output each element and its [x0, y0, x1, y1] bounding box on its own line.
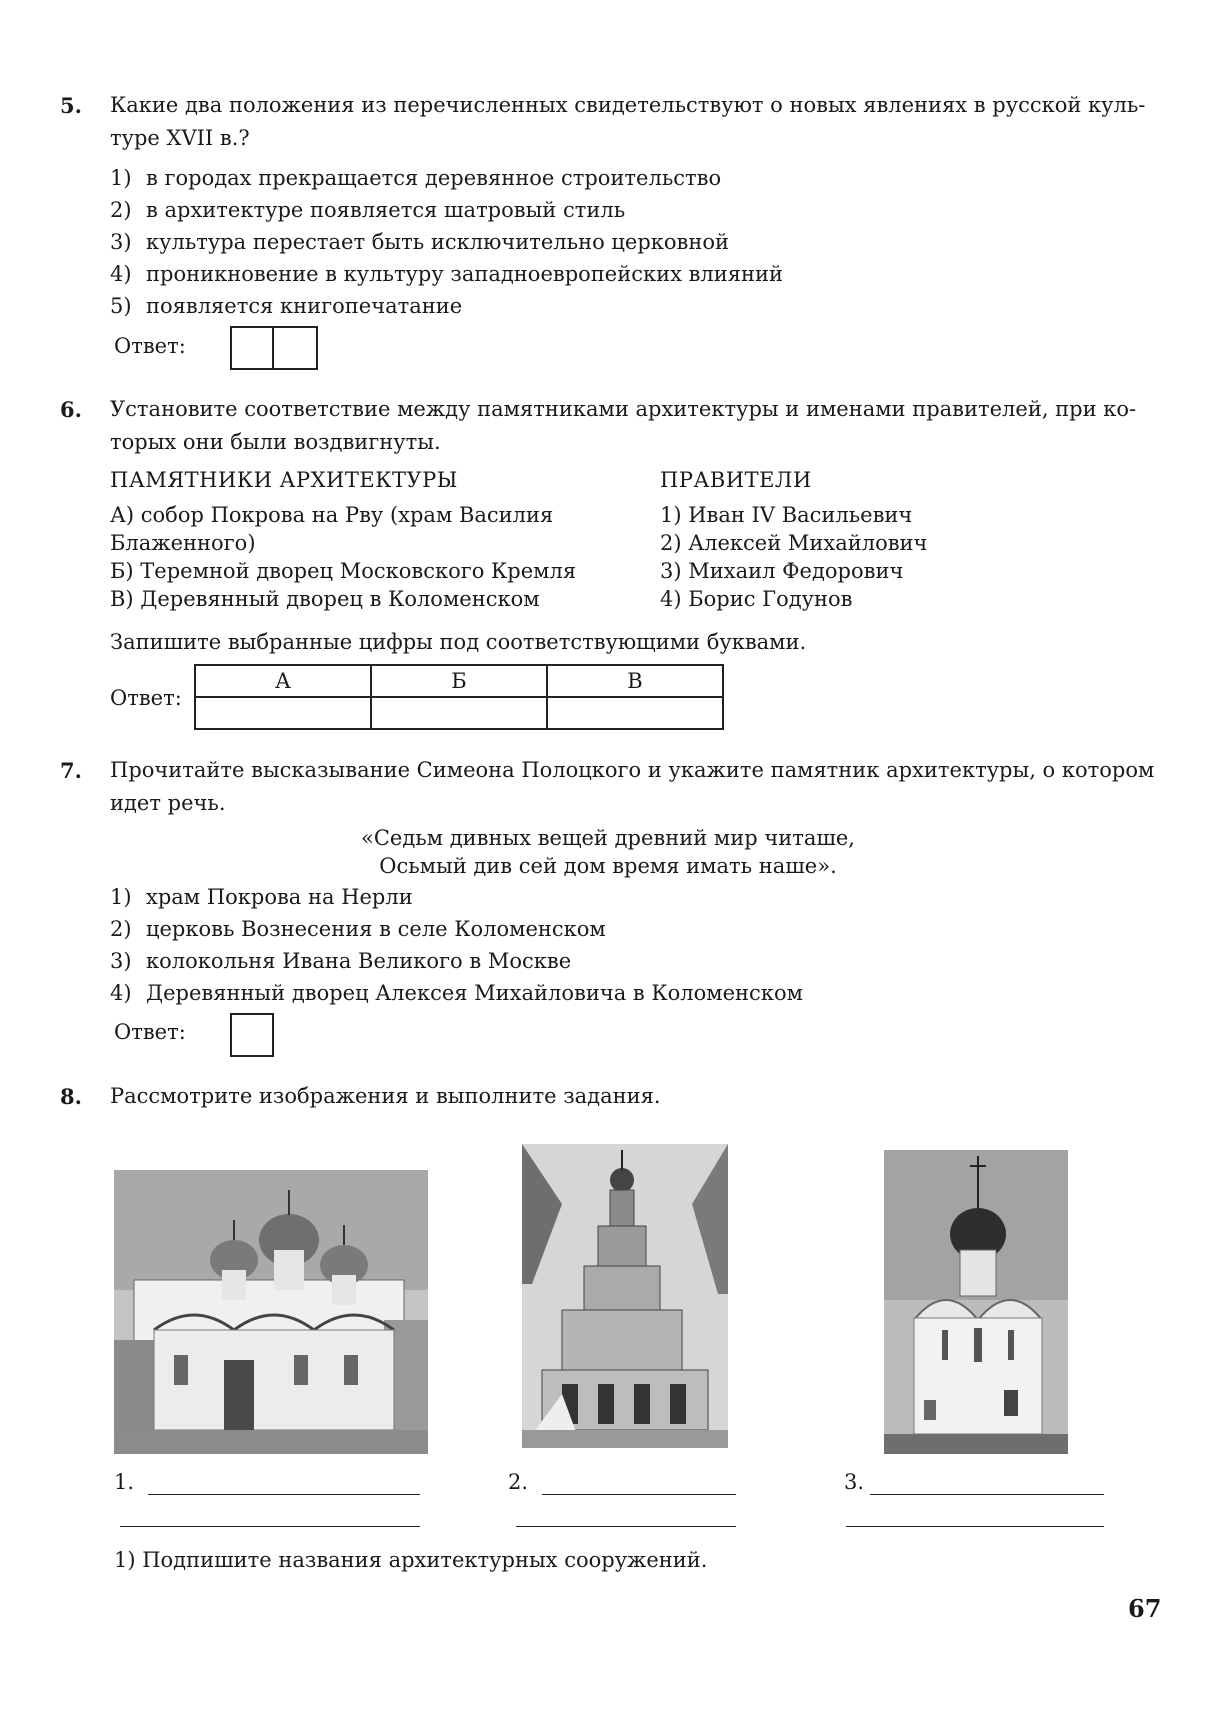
q5-option-2: 2) в архитектуре появляется шатровый стиль	[110, 198, 626, 222]
q6-right-heading: ПРАВИТЕЛИ	[660, 468, 812, 492]
q6-number: 6.	[60, 397, 82, 422]
caption-line-3b[interactable]	[846, 1526, 1104, 1527]
q5-text-line2: туре XVII в.?	[110, 126, 250, 150]
q6-instruction: Запишите выбранные цифры под соответствующими буквами.	[110, 630, 807, 654]
q7-quote-line2: Осьмый див сей дом время имать наше».	[379, 854, 837, 878]
q7-answer-box[interactable]	[230, 1013, 274, 1057]
q6-right-item-4: 4) Борис Годунов	[660, 587, 853, 611]
q6-right-item-3: 3) Михаил Федорович	[660, 559, 904, 583]
caption-number-1: 1.	[114, 1470, 135, 1494]
caption-number-2: 2.	[508, 1470, 529, 1494]
q5-number: 5.	[60, 93, 82, 118]
q6-right-item-1: 1) Иван IV Васильевич	[660, 503, 913, 527]
q7-number: 7.	[60, 758, 82, 783]
q7-option-2: 2) церковь Вознесения в селе Коломенском	[110, 917, 606, 941]
q6-text-line2: торых они были воздвигнуты.	[110, 430, 441, 454]
church-photo-2	[522, 1144, 728, 1448]
q5-option-1: 1) в городах прекращается деревянное строительство	[110, 166, 722, 190]
q6-col-a: А	[195, 665, 371, 697]
caption-line-1b[interactable]	[120, 1526, 420, 1527]
caption-line-2a[interactable]	[542, 1494, 736, 1495]
q5-text-line1: Какие два положения из перечисленных свидетельствуют о новых явлениях в русской куль-	[110, 93, 1146, 117]
cathedral-illustration-1	[114, 1170, 428, 1454]
church-illustration-2	[522, 1144, 728, 1448]
caption-line-3a[interactable]	[870, 1494, 1104, 1495]
q5-option-4: 4) проникновение в культуру западноевропейских влияний	[110, 262, 784, 286]
q6-answer-cell-v[interactable]	[547, 697, 723, 729]
q5-option-3: 3) культура перестает быть исключительно церковной	[110, 230, 729, 254]
q7-quote-line1: «Седьм дивных вещей древний мир читаше,	[361, 826, 855, 850]
q6-answer-header-row	[195, 665, 723, 697]
q8-task1: 1) Подпишите названия архитектурных сооружений.	[114, 1548, 708, 1572]
q7-answer-label: Ответ:	[114, 1020, 186, 1044]
q6-left-heading: ПАМЯТНИКИ АРХИТЕКТУРЫ	[110, 468, 458, 492]
q8-number: 8.	[60, 1084, 82, 1109]
caption-number-3: 3.	[844, 1470, 865, 1494]
caption-line-2b[interactable]	[516, 1526, 736, 1527]
q7-option-4: 4) Деревянный дворец Алексея Михайловича в Коломенском	[110, 981, 803, 1005]
cathedral-photo-1	[114, 1170, 428, 1454]
q7-text-line1: Прочитайте высказывание Симеона Полоцкого и укажите памятник архитектуры, о котором	[110, 758, 1155, 782]
q6-left-item-v: В) Деревянный дворец в Коломенском	[110, 587, 540, 611]
q6-left-item-a: А) собор Покрова на Рву (храм Василия	[110, 503, 554, 527]
q6-left-item-a-cont: Блаженного)	[110, 531, 256, 555]
q5-answer-label: Ответ:	[114, 334, 186, 358]
q5-option-5: 5) появляется книгопечатание	[110, 294, 463, 318]
q6-answer-cell-b[interactable]	[371, 697, 547, 729]
q6-answer-label: Ответ:	[110, 686, 182, 710]
q5-answer-box[interactable]	[230, 326, 318, 370]
q6-right-item-2: 2) Алексей Михайлович	[660, 531, 928, 555]
q6-col-b: Б	[371, 665, 547, 697]
church-illustration-3	[884, 1150, 1068, 1454]
q6-answer-table	[194, 664, 724, 730]
q6-col-v: В	[547, 665, 723, 697]
q6-answer-cell-a[interactable]	[195, 697, 371, 729]
page-number: 67	[1128, 1594, 1162, 1623]
q6-answer-input-row	[195, 697, 723, 729]
q7-option-3: 3) колокольня Ивана Великого в Москве	[110, 949, 572, 973]
q7-text-line2: идет речь.	[110, 791, 226, 815]
q8-text: Рассмотрите изображения и выполните задания.	[110, 1084, 661, 1108]
q6-text-line1: Установите соответствие между памятниками архитектуры и именами правителей, при ко-	[110, 397, 1137, 421]
caption-line-1a[interactable]	[148, 1494, 420, 1495]
church-photo-3	[884, 1150, 1068, 1454]
q7-option-1: 1) храм Покрова на Нерли	[110, 885, 413, 909]
q5-answer-divider	[272, 328, 274, 368]
q6-left-item-b: Б) Теремной дворец Московского Кремля	[110, 559, 577, 583]
